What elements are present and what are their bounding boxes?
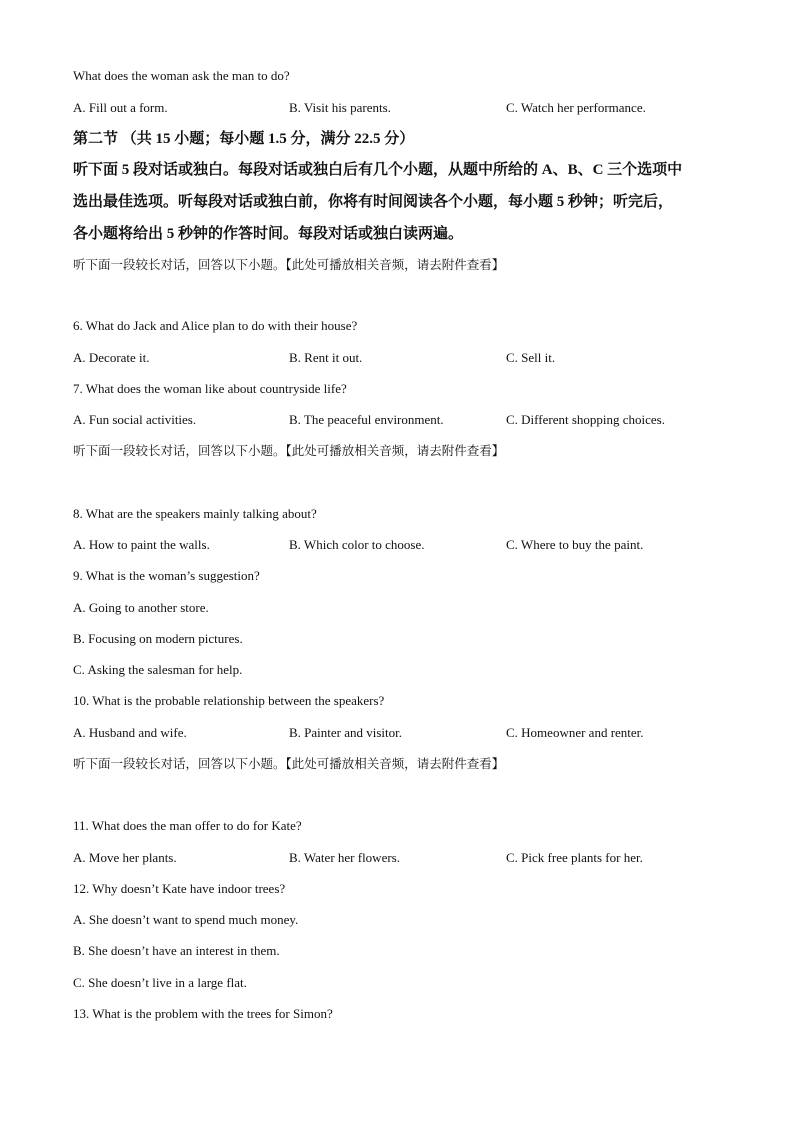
- audio-note: 听下面一段较长对话，回答以下小题。【此处可播放相关音频，请去附件查看】: [73, 444, 505, 458]
- q9-option-a: A. Going to another store.: [73, 600, 209, 615]
- audio-note: 听下面一段较长对话，回答以下小题。【此处可播放相关音频，请去附件查看】: [73, 258, 505, 272]
- q5-option-b: B. Visit his parents.: [289, 100, 391, 115]
- q6-option-a: A. Decorate it.: [73, 350, 150, 365]
- q7-option-b: B. The peaceful environment.: [289, 412, 444, 427]
- q5-option-c: C. Watch her performance.: [506, 100, 646, 115]
- question-12: 12. Why doesn’t Kate have indoor trees?: [73, 881, 286, 896]
- q11-option-b: B. Water her flowers.: [289, 850, 400, 865]
- question-13: 13. What is the problem with the trees for Simon?: [73, 1006, 333, 1021]
- q6-option-b: B. Rent it out.: [289, 350, 363, 365]
- q8-option-a: A. How to paint the walls.: [73, 537, 210, 552]
- question-11: 11. What does the man offer to do for Kate?: [73, 818, 302, 833]
- section-2-title: 第二节 （共 15 小题；每小题 1.5 分，满分 22.5 分）: [73, 131, 415, 147]
- question-6: 6. What do Jack and Alice plan to do with their house?: [73, 318, 358, 333]
- q12-option-b: B. She doesn’t have an interest in them.: [73, 943, 280, 958]
- audio-note: 听下面一段较长对话，回答以下小题。【此处可播放相关音频，请去附件查看】: [73, 757, 505, 771]
- question-10: 10. What is the probable relationship between the speakers?: [73, 693, 385, 708]
- question-5: What does the woman ask the man to do?: [73, 68, 290, 83]
- q6-option-c: C. Sell it.: [506, 350, 556, 365]
- q9-option-b: B. Focusing on modern pictures.: [73, 631, 243, 646]
- q10-option-a: A. Husband and wife.: [73, 725, 187, 740]
- q9-option-c: C. Asking the salesman for help.: [73, 662, 243, 677]
- question-9: 9. What is the woman’s suggestion?: [73, 568, 260, 583]
- q5-option-a: A. Fill out a form.: [73, 100, 168, 115]
- q12-option-c: C. She doesn’t live in a large flat.: [73, 975, 247, 990]
- q11-option-c: C. Pick free plants for her.: [506, 850, 643, 865]
- q7-option-a: A. Fun social activities.: [73, 412, 197, 427]
- question-7: 7. What does the woman like about countryside life?: [73, 381, 347, 396]
- q10-option-c: C. Homeowner and renter.: [506, 725, 644, 740]
- q8-option-b: B. Which color to choose.: [289, 537, 425, 552]
- question-8: 8. What are the speakers mainly talking about?: [73, 506, 317, 521]
- section-2-instruction-line: 各小题将给出 5 秒钟的作答时间。每段对话或独白读两遍。: [73, 226, 464, 242]
- section-2-instruction-line: 选出最佳选项。听每段对话或独白前，你将有时间阅读各个小题，每小题 5 秒钟；听完后，: [73, 194, 674, 210]
- q7-option-c: C. Different shopping choices.: [506, 412, 665, 427]
- q8-option-c: C. Where to buy the paint.: [506, 537, 644, 552]
- q11-option-a: A. Move her plants.: [73, 850, 177, 865]
- q10-option-b: B. Painter and visitor.: [289, 725, 403, 740]
- q12-option-a: A. She doesn’t want to spend much money.: [73, 912, 299, 927]
- section-2-instruction-line: 听下面 5 段对话或独白。每段对话或独白后有几个小题，从题中所给的 A、B、C 三个选项中: [73, 162, 683, 178]
